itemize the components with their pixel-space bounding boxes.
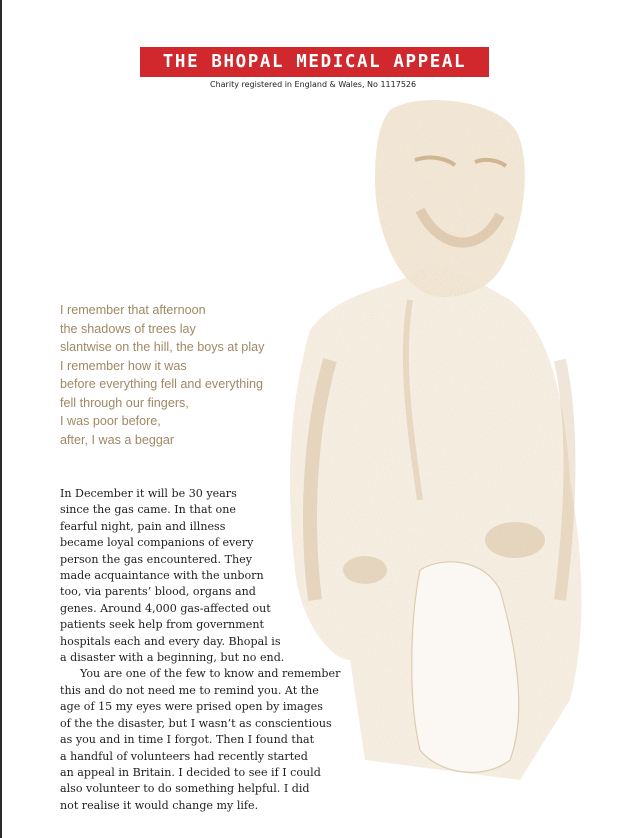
letter-body [60,486,340,814]
body-line: an appeal in Britain. I decided to see if I could [60,765,321,779]
poem-line: fell through our fingers, [60,395,189,410]
body-line: too, via parents’ blood, organs and [60,585,256,599]
page-left-edge [0,0,2,838]
body-line: this and do not need me to remind you. At the [60,683,319,697]
body-line: also volunteer to do something helpful. I did [60,782,310,796]
body-line: since the gas came. In that one [60,503,236,517]
poem-line: I remember how it was [60,358,187,373]
body-line: of the the disaster, but I wasn’t as conscientious [60,716,332,730]
body-line: as you and in time I forgot. Then I found that [60,733,315,747]
body-line: became loyal companions of every [60,536,254,550]
banner-title: THE BHOPAL MEDICAL APPEAL [162,52,467,72]
paragraph-2 [60,666,340,814]
poem-line: I remember that afternoon [60,303,206,317]
poem [60,301,264,449]
charity-registration: Charity registered in England & Wales, No 1117526 [210,80,417,89]
body-line: genes. Around 4,000 gas-affected out [60,601,271,615]
body-line: hospitals each and every day. Bhopal is [60,634,281,648]
body-line: patients seek help from government [60,618,264,632]
body-line: age of 15 my eyes were prised open by images [60,700,323,714]
body-line: a handful of volunteers had recently started [60,749,308,763]
paragraph-1 [60,486,340,666]
poem-line: after, I was a beggar [60,432,175,447]
poem-line: I was poor before, [60,414,161,428]
body-line: You are one of the few to know and remember [80,667,341,681]
body-line: a disaster with a beginning, but no end. [60,651,285,665]
body-line: In December it will be 30 years [60,487,237,500]
body-line: made acquaintance with the unborn [60,569,264,583]
poem-line: the shadows of trees lay [60,321,196,336]
poem-line: slantwise on the hill, the boys at play [60,340,265,354]
body-line: fearful night, pain and illness [60,519,226,533]
poem-line: before everything fell and everything [60,377,264,391]
body-line: not realise it would change my life. [60,798,259,812]
body-line: person the gas encountered. They [60,552,252,566]
appeal-banner [140,47,489,77]
